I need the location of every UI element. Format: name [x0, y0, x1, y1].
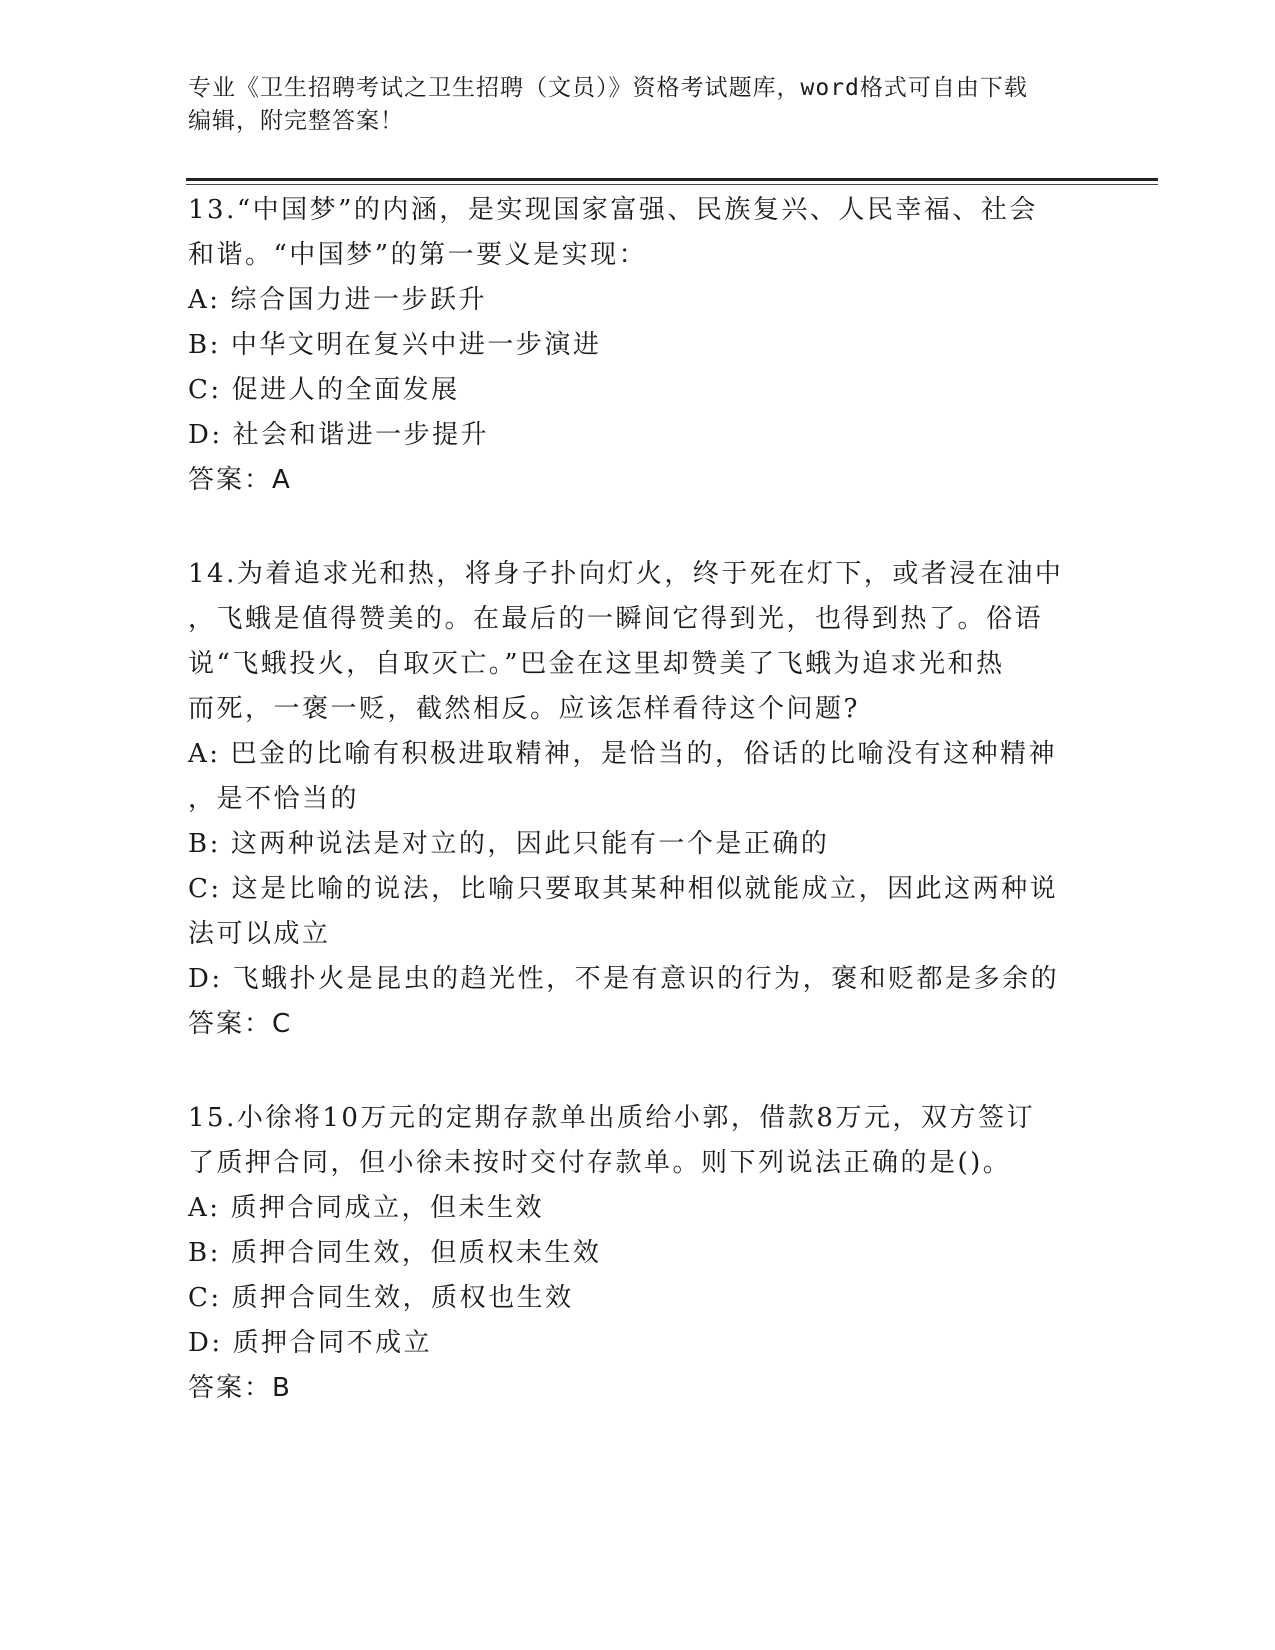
answer-label: 答案：B	[188, 1373, 292, 1403]
option-letter: C:	[188, 375, 222, 405]
option-text: 质押合同不成立	[232, 1328, 433, 1358]
answer-label: 答案：C	[188, 1009, 293, 1039]
question-stem-line: 说“飞蛾投火，自取灭亡。”巴金在这里却赞美了飞蛾为追求光和热	[188, 649, 1005, 679]
option-text: 质押合同生效，质权也生效	[231, 1283, 574, 1313]
question-15	[188, 1096, 1088, 1411]
option-a	[188, 732, 1088, 777]
option-letter: D:	[188, 420, 223, 450]
option-b	[188, 822, 1088, 867]
option-c-continuation: 法可以成立	[188, 919, 331, 949]
option-text: 巴金的比喻有积极进取精神，是恰当的，俗话的比喻没有这种精神	[230, 739, 1058, 769]
option-text: 质押合同成立，但未生效	[230, 1193, 545, 1223]
question-stem-line: 14.为着追求光和热，将身子扑向灯火，终于死在灯下，或者浸在油中	[188, 559, 1064, 589]
question-stem-line: 13.“中国梦”的内涵，是实现国家富强、民族复兴、人民幸福、社会	[188, 195, 1038, 225]
question-stem-line: 而死，一褒一贬，截然相反。应该怎样看待这个问题?	[188, 694, 860, 724]
option-a	[188, 278, 1088, 323]
option-letter: C:	[188, 1283, 222, 1313]
header-line-1: 专业《卫生招聘考试之卫生招聘（文员）》资格考试题库，word格式可自由下载	[188, 75, 1028, 101]
option-d	[188, 413, 1088, 458]
option-d	[188, 1321, 1088, 1366]
question-stem-line: 和谐。“中国梦”的第一要义是实现：	[188, 240, 648, 270]
question-13	[188, 188, 1088, 503]
option-letter: C:	[188, 874, 222, 904]
option-c	[188, 867, 1088, 912]
answer-label: 答案：A	[188, 465, 292, 495]
question-stem-line: 了质押合同，但小徐未按时交付存款单。则下列说法正确的是()。	[188, 1148, 1012, 1178]
option-text: 这两种说法是对立的，因此只能有一个是正确的	[230, 829, 830, 859]
option-text: 这是比喻的说法，比喻只要取其某种相似就能成立，因此这两种说	[231, 874, 1059, 904]
option-text: 综合国力进一步跃升	[230, 285, 488, 315]
option-d	[188, 957, 1088, 1002]
option-text: 飞蛾扑火是昆虫的趋光性，不是有意识的行为，褒和贬都是多余的	[232, 964, 1060, 994]
option-text: 中华文明在复兴中进一步演进	[230, 330, 602, 360]
option-letter: B:	[188, 1238, 221, 1268]
option-letter: B:	[188, 330, 221, 360]
question-14	[188, 552, 1088, 1047]
header-line-2: 编辑，附完整答案！	[188, 108, 404, 134]
option-letter: A:	[188, 285, 221, 315]
option-b	[188, 323, 1088, 368]
header-divider-thick	[186, 178, 1158, 181]
question-stem-line: 15.小徐将10万元的定期存款单出质给小郭，借款8万元，双方签订	[188, 1103, 1035, 1133]
question-stem-line: ，飞蛾是值得赞美的。在最后的一瞬间它得到光，也得到热了。俗语	[188, 604, 1044, 634]
option-letter: D:	[188, 1328, 223, 1358]
option-a-continuation: ，是不恰当的	[188, 784, 360, 814]
option-letter: A:	[188, 1193, 221, 1223]
option-text: 社会和谐进一步提升	[232, 420, 490, 450]
option-c	[188, 368, 1088, 413]
option-c	[188, 1276, 1088, 1321]
option-a	[188, 1186, 1088, 1231]
option-text: 促进人的全面发展	[231, 375, 460, 405]
option-text: 质押合同生效，但质权未生效	[230, 1238, 602, 1268]
option-b	[188, 1231, 1088, 1276]
option-letter: D:	[188, 964, 223, 994]
header-divider-thin	[186, 184, 1158, 185]
document-header	[188, 72, 1088, 138]
option-letter: B:	[188, 829, 221, 859]
option-letter: A:	[188, 739, 221, 769]
